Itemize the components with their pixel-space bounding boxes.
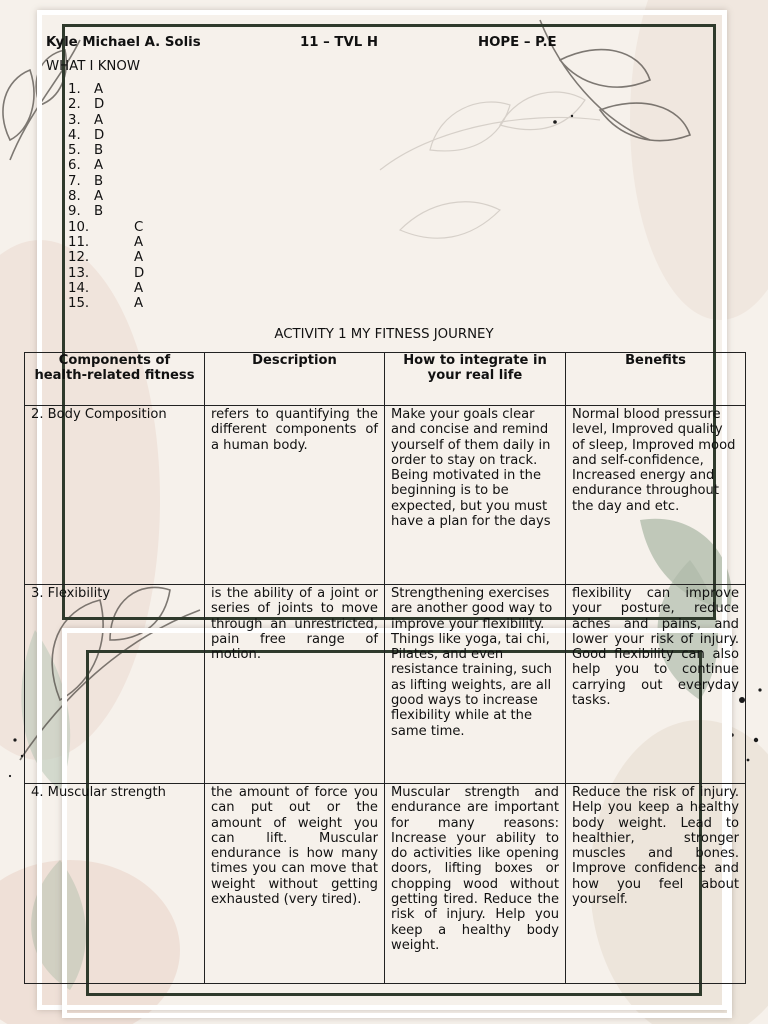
answer-item: 14. A: [68, 280, 144, 296]
column-header: Description: [205, 353, 385, 406]
benefits-cell: Normal blood pressure level, Improved quality of sleep, Improved mood and self-confidence, Increased energy and endurance throughout the day and etc.: [566, 406, 746, 585]
answer-item: 11. A: [68, 234, 144, 250]
description-cell: the amount of force you can put out or the amount of weight you can lift. Muscular endurance is how many times you can move that weight without getting exhausted (very tired).: [205, 784, 385, 984]
table-row: [25, 406, 746, 585]
answer-item: 1. A: [68, 82, 104, 97]
answer-list: [68, 82, 144, 311]
table-row: [25, 585, 746, 784]
table-row: [25, 784, 746, 984]
integrate-cell: Muscular strength and endurance are important for many reasons: Increase your ability to do activities like opening doors, lifting boxes or chopping wood without getting tired. Reduce the risk of injury. Help you keep a healthy body weight.: [385, 784, 566, 984]
component-cell: 3. Flexibility: [25, 585, 205, 784]
table-header-row: [25, 353, 746, 406]
component-cell: 4. Muscular strength: [25, 784, 205, 984]
answer-item: 13. D: [68, 265, 145, 281]
answer-item: 3. A: [68, 112, 104, 128]
answer-item: 7. B: [68, 173, 104, 189]
what-i-know-heading: WHAT I KNOW: [46, 59, 140, 74]
activity-title: ACTIVITY 1 MY FITNESS JOURNEY: [274, 327, 494, 342]
fitness-journey-table: [24, 352, 746, 984]
answer-item: 2. D: [68, 97, 105, 113]
integrate-cell: Strengthening exercises are another good way to improve your flexibility. Things like yoga, tai chi, Pilates, and even resistance training, such as lifting weights, are all good ways to increase flexibility while at the same time.: [385, 585, 566, 784]
answer-item: 5. B: [68, 143, 104, 159]
column-header: How to integrate in your real life: [385, 353, 566, 406]
column-header: Benefits: [566, 353, 746, 406]
subject-label: HOPE – P.E: [478, 35, 557, 50]
answer-item: 4. D: [68, 127, 105, 143]
description-cell: refers to quantifying the different components of a human body.: [205, 406, 385, 585]
answer-item: 12. A: [68, 250, 144, 266]
answer-item: 15. A: [68, 296, 144, 312]
answer-item: 9. B: [68, 204, 104, 220]
integrate-cell: Make your goals clear and concise and remind yourself of them daily in order to stay on track. Being motivated in the beginning is to be expected, but you must have a plan for the days: [385, 406, 566, 585]
student-name: Kyle Michael A. Solis: [46, 35, 201, 50]
description-cell: is the ability of a joint or series of joints to move through an unrestricted, pain free range of motion.: [205, 585, 385, 784]
benefits-cell: flexibility can improve your posture, reduce aches and pains, and lower your risk of injury. Good flexibility can also help you to continue carrying out everyday tasks.: [566, 585, 746, 784]
answer-item: 10. C: [68, 219, 144, 235]
answer-item: 6. A: [68, 158, 104, 174]
component-cell: 2. Body Composition: [25, 406, 205, 585]
answer-item: 8. A: [68, 189, 104, 205]
grade-section: 11 – TVL H: [300, 35, 379, 50]
benefits-cell: Reduce the risk of injury. Help you keep a healthy body weight. Lead to healthier, stronger muscles and bones. Improve confidence and how you feel about yourself.: [566, 784, 746, 984]
column-header: Components of health-related fitness: [25, 353, 205, 406]
